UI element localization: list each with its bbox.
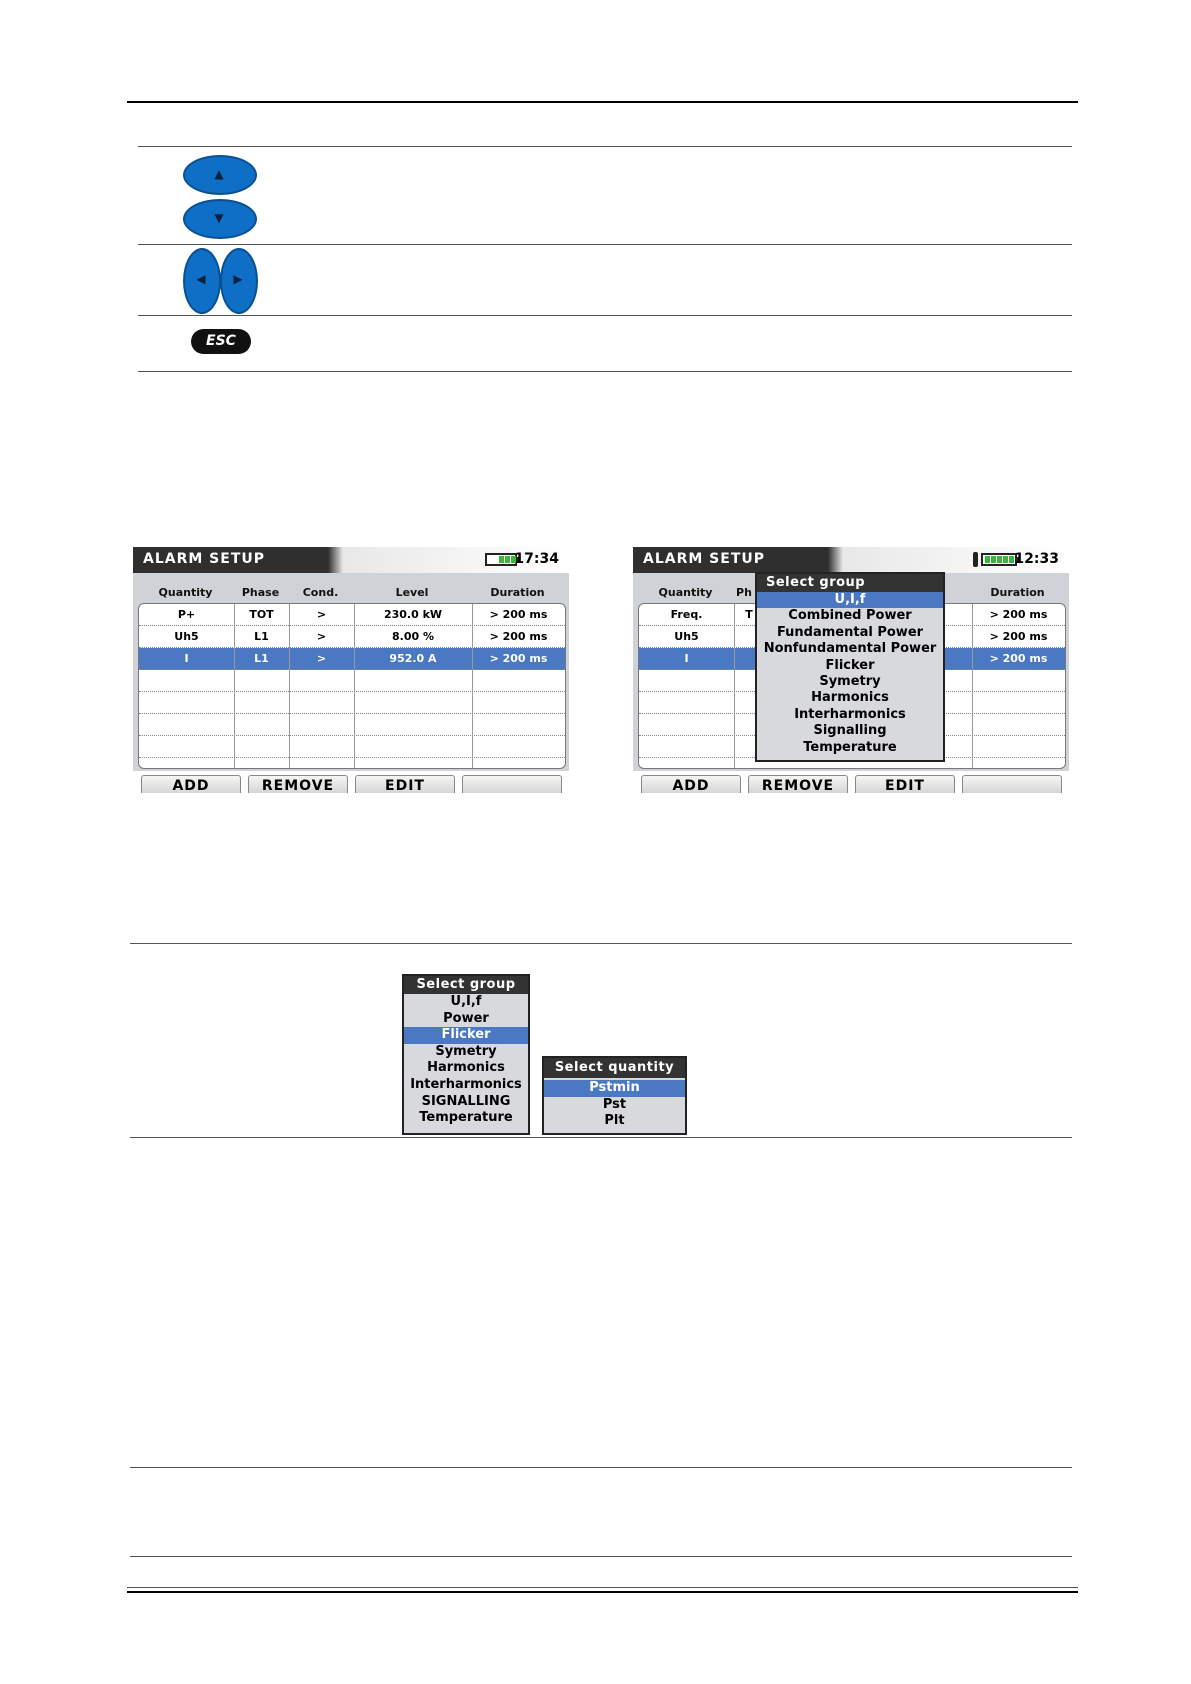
blank-button[interactable]	[962, 775, 1062, 793]
table-row[interactable]: Uh5 > 200 ms	[639, 626, 1065, 648]
menu-item[interactable]: Pst	[602, 1096, 627, 1112]
table-row[interactable]: P+ TOT > 230.0 kW > 200 ms	[139, 604, 565, 626]
add-button[interactable]: ADD	[141, 775, 241, 793]
plug-icon	[973, 552, 978, 567]
table-row-empty	[139, 736, 565, 758]
screen-title: ALARM SETUP	[143, 551, 266, 567]
alarm-setup-screen-2	[633, 547, 1069, 793]
alarm-table	[138, 603, 566, 769]
col-cond: Cond.	[302, 586, 339, 599]
col-quantity: Quantity	[158, 586, 213, 599]
key-table-rule	[138, 146, 1072, 147]
alarm-setup-screen-1	[133, 547, 569, 793]
table-row-empty	[139, 692, 565, 714]
menu-table-rule	[130, 943, 1072, 944]
popup-item[interactable]: Symetry	[819, 673, 881, 689]
key-table-rule	[138, 315, 1072, 316]
popup-item[interactable]: Temperature	[803, 739, 897, 755]
esc-key: ESC	[191, 329, 251, 354]
popup-item[interactable]: Harmonics	[811, 690, 889, 706]
menu-item[interactable]: U,I,f	[450, 994, 482, 1009]
menu-item[interactable]: Symetry	[435, 1043, 497, 1059]
col-duration: Duration	[990, 586, 1045, 599]
menu-title: Select group	[404, 976, 528, 994]
page-header-rule	[127, 101, 1078, 103]
key-table-rule	[138, 371, 1072, 372]
menu-item[interactable]: SIGNALLING	[421, 1093, 511, 1109]
down-arrow-icon: ▼	[214, 211, 224, 225]
popup-item[interactable]: Nonfundamental Power	[763, 641, 937, 657]
col-quantity: Quantity	[658, 586, 713, 599]
table-row-selected[interactable]: I > 200 ms	[639, 648, 1065, 670]
edit-button[interactable]: EDIT	[355, 775, 455, 793]
popup-item[interactable]: U,I,f	[757, 592, 943, 608]
table-rule	[130, 1467, 1072, 1468]
blank-button[interactable]	[462, 775, 562, 793]
table-row-empty	[139, 714, 565, 736]
screen-title: ALARM SETUP	[643, 551, 766, 567]
remove-button[interactable]: REMOVE	[248, 775, 348, 793]
popup-item[interactable]: Interharmonics	[794, 706, 906, 722]
up-arrow-icon: ▲	[214, 167, 224, 181]
menu-table-rule	[130, 1137, 1072, 1138]
key-table-rule	[138, 244, 1072, 245]
left-arrow-icon: ◀	[196, 272, 206, 286]
menu-item[interactable]: Harmonics	[427, 1060, 505, 1076]
menu-item[interactable]: Power	[443, 1010, 489, 1026]
col-phase: Phase	[241, 586, 280, 599]
right-arrow-icon: ▶	[233, 272, 243, 286]
table-row-empty	[139, 670, 565, 692]
table-rule	[130, 1556, 1072, 1557]
add-button[interactable]: ADD	[641, 775, 741, 793]
table-row-selected[interactable]: I L1 > 952.0 A > 200 ms	[139, 648, 565, 670]
clock: 17:34	[514, 551, 559, 567]
popup-item[interactable]: Signalling	[813, 723, 887, 739]
menu-item[interactable]: Temperature	[419, 1110, 513, 1126]
col-level: Level	[395, 586, 429, 599]
menu-item-selected[interactable]: Pstmin	[544, 1080, 685, 1097]
menu-title: Select quantity	[544, 1058, 685, 1078]
col-duration: Duration	[490, 586, 545, 599]
select-quantity-menu	[542, 1056, 687, 1135]
remove-button[interactable]: REMOVE	[748, 775, 848, 793]
battery-icon	[981, 553, 1017, 566]
edit-button[interactable]: EDIT	[855, 775, 955, 793]
popup-item[interactable]: Flicker	[825, 657, 875, 673]
popup-title: Select group	[757, 574, 943, 592]
select-group-menu	[402, 974, 530, 1135]
menu-item[interactable]: Plt	[604, 1113, 625, 1128]
menu-item[interactable]: Interharmonics	[410, 1076, 522, 1092]
popup-item[interactable]: Fundamental Power	[776, 624, 924, 640]
menu-item-selected[interactable]: Flicker	[404, 1027, 528, 1044]
clock: 12:33	[1014, 551, 1059, 567]
table-row[interactable]: Freq. T > 200 ms	[639, 604, 1065, 626]
battery-icon	[485, 553, 517, 566]
footer-rule	[127, 1587, 1078, 1588]
col-phase: Ph	[736, 586, 752, 599]
table-row[interactable]: Uh5 L1 > 8.00 % > 200 ms	[139, 626, 565, 648]
popup-item[interactable]: Combined Power	[788, 608, 912, 624]
select-group-popup	[755, 572, 945, 762]
footer-rule	[127, 1591, 1078, 1593]
